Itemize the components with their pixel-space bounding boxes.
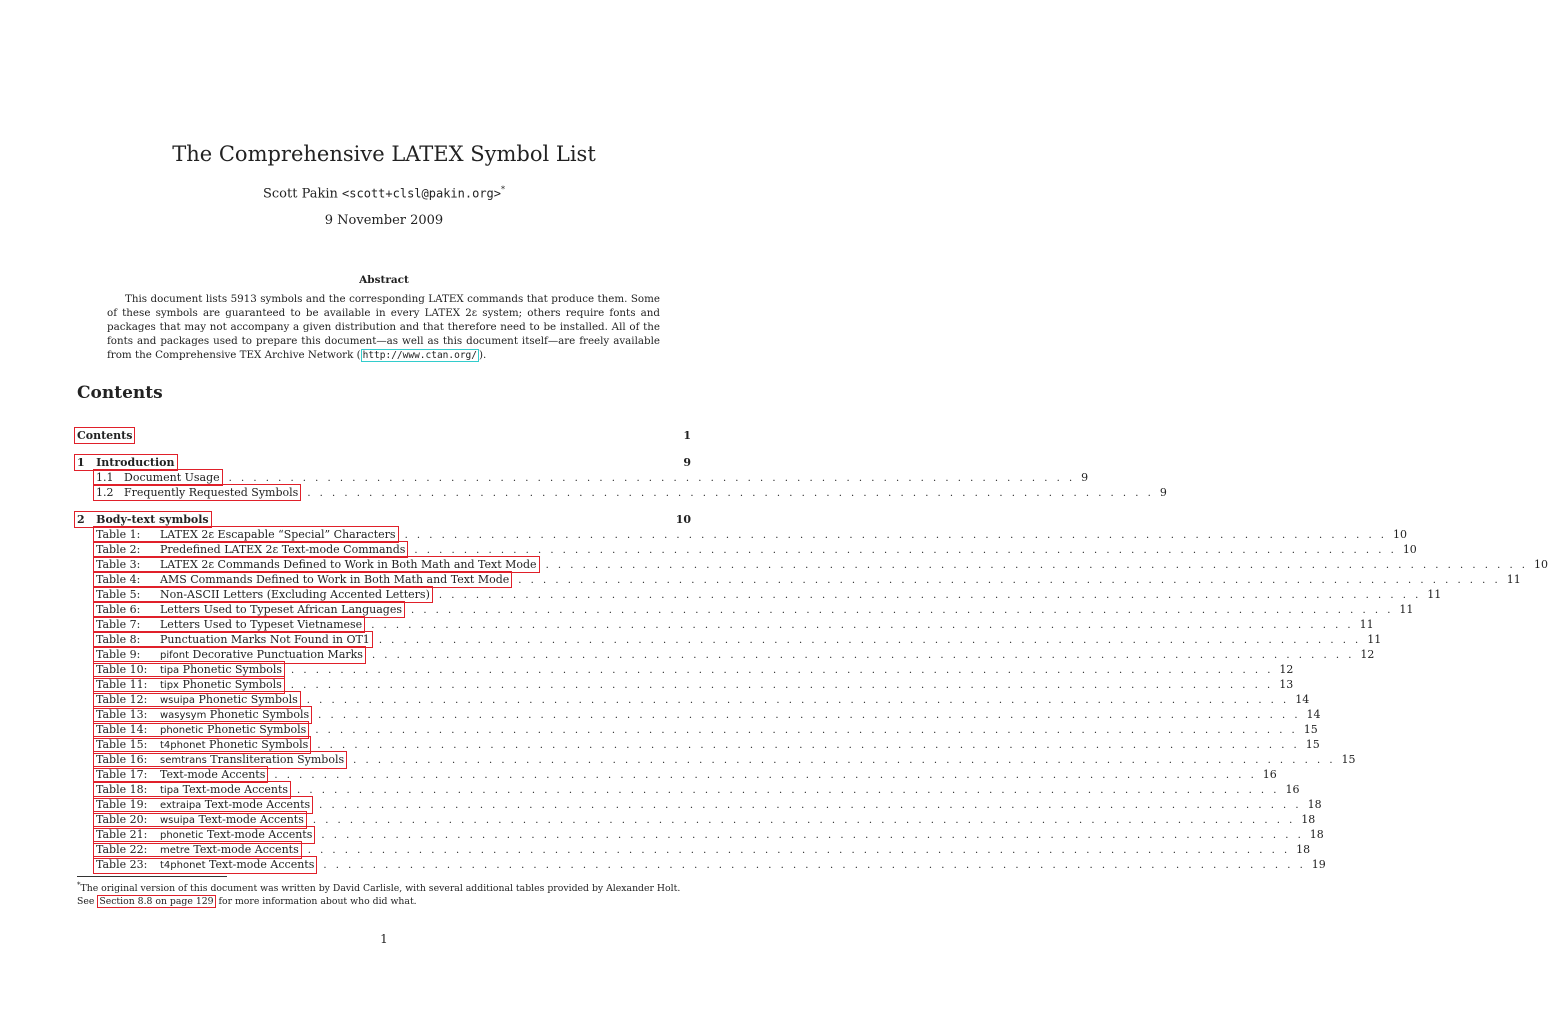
toc-page: 10 xyxy=(1533,558,1548,571)
author-email: <scott+clsl@pakin.org> xyxy=(342,186,501,201)
footnote-mark: * xyxy=(77,881,81,889)
footnote-rule xyxy=(77,876,227,877)
toc-table-label: Predefined LATEX 2ε Text-mode Commands xyxy=(160,543,406,556)
toc-leader: . . . . . . . . . . . . . . . . . . . . . . . . . . . . . . . . . . . . . . . . . . . . . . . . . . . . . . . . . . . . . . . . . . . . . . . . . . . . . . . . xyxy=(321,830,1304,841)
toc-table-num: Table 12: xyxy=(96,693,148,706)
toc-section-body-text-symbols[interactable] xyxy=(77,511,691,526)
toc-page: 12 xyxy=(1279,663,1294,676)
toc-leader: . . . . . . . . . . . . . . . . . . . . . . . . . . . . . . . . . . . . . . . . . . . . . . . . . . . . . . . . . . . . . . . . . . . . . . . . . . . . . . . . xyxy=(317,740,1300,751)
toc-table-label: Punctuation Marks Not Found in OT1 xyxy=(160,633,370,646)
toc-package-name: t4phonet xyxy=(160,860,206,871)
toc-page: 16 xyxy=(1285,783,1300,796)
toc-table-entry[interactable] xyxy=(96,826,1324,841)
toc-table-num: Table 18: xyxy=(96,783,148,796)
toc-table-label: Phonetic Symbols xyxy=(205,738,309,751)
toc-page: 15 xyxy=(1305,738,1320,751)
toc-page: 18 xyxy=(1309,828,1324,841)
toc-label: Frequently Requested Symbols xyxy=(124,486,299,499)
toc-link[interactable] xyxy=(93,856,317,874)
toc-table-num: Table 21: xyxy=(96,828,148,841)
toc-table-label: Text-mode Accents xyxy=(203,828,313,841)
toc-table-entry[interactable] xyxy=(96,586,1442,601)
toc-table-label: Letters Used to Typeset Vietnamese xyxy=(160,618,363,631)
toc-table-entry[interactable] xyxy=(96,661,1294,676)
toc-package-name: tipx xyxy=(160,680,179,691)
toc-table-entry[interactable] xyxy=(96,781,1300,796)
toc-table-num: Table 23: xyxy=(96,858,148,871)
toc-section-introduction[interactable] xyxy=(77,454,691,469)
toc-table-entry[interactable] xyxy=(96,526,1407,541)
toc-package-name: phonetic xyxy=(160,725,204,736)
toc-leader: . . . . . . . . . . . . . . . . . . . . . . . . . . . . . . . . . . . . . . . . . . . . . . . . . . . . . . . . . . . . . . . . . . . . . . . . . . . . . . . . xyxy=(306,695,1290,706)
toc-leader: . . . . . . . . . . . . . . . . . . . . . . . . . . . . . . . . . . . . . . . . . . . . . . . . . . . . . . . . . . . . . . . . . . . . . xyxy=(228,473,1076,484)
toc-table-label: LATEX 2ε Escapable “Special” Characters xyxy=(160,528,396,541)
author-name: Scott Pakin xyxy=(262,186,338,202)
document-title: The Comprehensive LATEX Symbol List xyxy=(172,142,596,166)
toc-num: 1.2 xyxy=(96,486,114,499)
toc-leader: . . . . . . . . . . . . . . . . . . . . . . . . . . . . . . . . . . . . . . . . . . . . . . . . . . . . . . . . . . . . . . . . . . . . . . . . . . . . . . . . xyxy=(315,725,1298,736)
toc-table-label: Letters Used to Typeset African Languages xyxy=(160,603,402,616)
toc-table-num: Table 7: xyxy=(96,618,141,631)
abstract-body xyxy=(107,292,660,363)
toc-subsection[interactable] xyxy=(96,469,1089,484)
toc-table-num: Table 14: xyxy=(96,723,148,736)
toc-leader: . . . . . . . . . . . . . . . . . . . . . . . . . . . . . . . . . . . . . . . . . . . . . . . . . . . . . . . . . . . . . . . . . . . . . . . . . . . . . . . . xyxy=(290,680,1274,691)
toc-page: 9 xyxy=(1081,471,1089,484)
footnote-text-tail: for more information about who did what. xyxy=(215,896,417,908)
toc-table-entry[interactable] xyxy=(96,571,1521,586)
toc-leader: . . . . . . . . . . . . . . . . . . . . . . . . . . . . . . . . . . . . . . . . . . . . . . . . . . . . . . . . . . . . . . . . . . . . . . . . . . . . . . . . xyxy=(378,635,1362,646)
toc-table-num: Table 17: xyxy=(96,768,148,781)
toc-page: 11 xyxy=(1427,588,1442,601)
toc-table-label: Phonetic Symbols xyxy=(179,663,282,676)
toc-leader: . . . . . . . . . . . . . . . . . . . . . . . . . . . . . . . . . . . . . . . . . . . . . . . . . . . . . . . . . . . . . . . . . . . . . . . . . . . . . . . . xyxy=(323,860,1306,871)
toc-table-entry[interactable] xyxy=(96,541,1417,556)
footnote xyxy=(77,879,691,908)
toc-page: 9 xyxy=(683,456,691,469)
toc-package-name: t4phonet xyxy=(160,740,206,751)
toc-table-num: Table 6: xyxy=(96,603,141,616)
toc-leader: . . . . . . . . . . . . . . . . . . . . . . . . . . . . . . . . . . . . . . . . . . . . . . . . . . . . . . . . . . . . . . . . . . . . . . . . . . . . . . . . xyxy=(404,530,1387,541)
toc-leader: . . . . . . . . . . . . . . . . . . . . . . . . . . . . . . . . . . . . . . . . . . . . . . . . . . . . . . . . . . . . . . . . . . . . . . . . . . . . . . . . xyxy=(312,815,1296,826)
toc-leader: . . . . . . . . . . . . . . . . . . . . . . . . . . . . . . . . . . . . . . . . . . . . . . . . . . . . . . . . . . . . . . . . . . . . . . . . . . . . . . . . xyxy=(319,800,1302,811)
toc-link[interactable]: Contents xyxy=(74,427,135,444)
toc-page: 11 xyxy=(1359,618,1374,631)
toc-table-num: Table 16: xyxy=(96,753,148,766)
abstract-heading: Abstract xyxy=(359,274,409,286)
toc-table-label: Text-mode Accents xyxy=(205,858,315,871)
toc-section-label: Introduction xyxy=(96,456,175,469)
toc-leader: . . . . . . . . . . . . . . . . . . . . . . . . . . . . . . . . . . . . . . . . . . . . . . . . . . . . . . . . . . . . . . . . . . . . . . . . . . . . . . . . xyxy=(371,650,1355,661)
toc-page: 10 xyxy=(675,513,691,526)
toc-leader: . . . . . . . . . . . . . . . . . . . . . . . . . . . . . . . . . . . . . . . . . . . . . . . . . . . . . . . . . . . . . . . . . . . . . . . . . . . . . . . . xyxy=(414,545,1397,556)
toc-table-num: Table 4: xyxy=(96,573,141,586)
toc-table-label: Phonetic Symbols xyxy=(206,708,310,721)
toc-page: 15 xyxy=(1303,723,1318,736)
toc-leader: . . . . . . . . . . . . . . . . . . . . . . . . . . . . . . . . . . . . . . . . . . . . . . . . . . . . . . . . . . . . . . . . . . . . . . . . . . . . . . . . xyxy=(318,710,1301,721)
toc-package-name: tipa xyxy=(160,785,180,796)
toc-table-num: Table 13: xyxy=(96,708,148,721)
toc-page: 15 xyxy=(1341,753,1356,766)
toc-table-entry[interactable] xyxy=(96,721,1318,736)
toc-leader: . . . . . . . . . . . . . . . . . . . . . . . . . . . . . . . . . . . . . . . . . . . . . . . . . . . . . . . . . . . . . . . . . . . . . . . . . . . . . . . . xyxy=(438,590,1422,601)
toc-table-entry[interactable] xyxy=(96,856,1326,871)
toc-section-label: Body-text symbols xyxy=(96,513,209,526)
toc-page: 18 xyxy=(1296,843,1311,856)
toc-page: 1 xyxy=(683,429,691,442)
toc-package-name: wasysym xyxy=(160,710,207,721)
toc-page: 10 xyxy=(1402,543,1417,556)
toc-table-label: Text-mode Accents xyxy=(179,783,289,796)
toc-table-label: Transliteration Symbols xyxy=(206,753,345,766)
toc-table-label: Decorative Punctuation Marks xyxy=(189,648,363,661)
toc-table-label: Phonetic Symbols xyxy=(178,678,282,691)
toc-entry-contents[interactable] xyxy=(77,427,691,442)
toc-package-name: tipa xyxy=(160,665,180,676)
abstract-tail: ). xyxy=(479,349,487,361)
toc-page: 11 xyxy=(1399,603,1414,616)
toc-table-entry[interactable] xyxy=(96,841,1311,856)
section-reference-link[interactable]: Section 8.8 on page 129 xyxy=(99,896,214,908)
toc-page: 14 xyxy=(1306,708,1321,721)
toc-table-entry[interactable] xyxy=(96,736,1320,751)
toc-page: 13 xyxy=(1279,678,1294,691)
toc-subsection[interactable] xyxy=(96,484,1167,499)
toc-table-label: Phonetic Symbols xyxy=(203,723,307,736)
toc-table-label: LATEX 2ε Commands Defined to Work in Both Math and Text Mode xyxy=(160,558,537,571)
toc-package-name: extraipa xyxy=(160,800,202,811)
author-footnote-mark[interactable]: * xyxy=(501,185,505,194)
toc-num: 1.1 xyxy=(96,471,114,484)
toc-table-num: Table 10: xyxy=(96,663,148,676)
toc-package-name: pifont xyxy=(160,650,190,661)
footnote-text: The original version of this document was written by David Carlisle, with several additional tables provided by Alexander Holt. See xyxy=(77,883,681,908)
toc-table-num: Table 11: xyxy=(96,678,148,691)
toc-table-num: Table 2: xyxy=(96,543,141,556)
toc-table-num: Table 1: xyxy=(96,528,141,541)
toc-section-num: 1 xyxy=(77,456,85,469)
toc-leader: . . . . . . . . . . . . . . . . . . . . . . . . . . . . . . . . . . . . . . . . . . . . . . . . . . . . . . . . . . . . . . . . . . . . . . . . . . . . . . . . xyxy=(545,560,1528,571)
toc-leader: . . . . . . . . . . . . . . . . . . . . . . . . . . . . . . . . . . . . . . . . . . . . . . . . . . . . . . . . . . . . . . . . . . . . . . . . . . . . . . . . xyxy=(291,665,1274,676)
toc-leader: . . . . . . . . . . . . . . . . . . . . . . . . . . . . . . . . . . . . . . . . . . . . . . . . . . . . . . . . . . . . . . . . . . . . . . . . . . . . . . . . xyxy=(518,575,1501,586)
toc-section-num: 2 xyxy=(77,513,85,526)
toc-leader: . . . . . . . . . . . . . . . . . . . . . . . . . . . . . . . . . . . . . . . . . . . . . . . . . . . . . . . . . . . . . . . . . . . . . . . . . . . . . . . . xyxy=(353,755,1336,766)
toc-page: 11 xyxy=(1506,573,1521,586)
toc-table-entry[interactable] xyxy=(96,796,1322,811)
toc-table-entry[interactable] xyxy=(96,631,1382,646)
toc-table-num: Table 5: xyxy=(96,588,141,601)
toc-table-num: Table 9: xyxy=(96,648,141,661)
toc-table-label: AMS Commands Defined to Work in Both Math and Text Mode xyxy=(160,573,510,586)
toc-table-label: Text-mode Accents xyxy=(194,813,304,826)
toc-table-label: Non-ASCII Letters (Excluding Accented Letters) xyxy=(160,588,430,601)
toc-package-name: metre xyxy=(160,845,190,856)
toc-package-name: wsuipa xyxy=(160,695,195,706)
toc-leader: . . . . . . . . . . . . . . . . . . . . . . . . . . . . . . . . . . . . . . . . . . . . . . . . . . . . . . . . . . . . . . . . . . . . . . . . . . . . . . . . xyxy=(297,785,1280,796)
toc-table-entry[interactable] xyxy=(96,811,1316,826)
toc-table-entry[interactable] xyxy=(96,676,1294,691)
toc-package-name: phonetic xyxy=(160,830,204,841)
toc-table-num: Table 19: xyxy=(96,798,148,811)
toc-page: 10 xyxy=(1392,528,1407,541)
ctan-url-link[interactable]: http://www.ctan.org/ xyxy=(362,350,477,361)
toc-table-num: Table 3: xyxy=(96,558,141,571)
toc-page: 18 xyxy=(1307,798,1322,811)
toc-leader: . . . . . . . . . . . . . . . . . . . . . . . . . . . . . . . . . . . . . . . . . . . . . . . . . . . . . . . . . . . . . . . . . . . . . . . . . . . . . . . . xyxy=(410,605,1394,616)
toc-table-label: Text-mode Accents xyxy=(160,768,266,781)
toc-table-entry[interactable] xyxy=(96,646,1375,661)
author-line xyxy=(0,185,768,201)
toc-table-label: Text-mode Accents xyxy=(189,843,299,856)
toc-page: 18 xyxy=(1301,813,1316,826)
toc-leader: . . . . . . . . . . . . . . . . . . . . . . . . . . . . . . . . . . . . . . . . . . . . . . . . . . . . . . . . . . . . . . . . . . . . . xyxy=(307,488,1154,499)
toc-page: 9 xyxy=(1159,486,1167,499)
abstract-text: This document lists 5913 symbols and the corresponding LATEX commands that produce them. Some of these symbols are guaranteed to be available in every LATEX 2ε system; others require fonts and packages that may not accompany a given distribution and that therefore need to be installed. All of the fonts and packages used to prepare this document—as well as this document itself—are freely available from the Comprehensive TEX Archive Network ( xyxy=(107,293,660,361)
toc-page: 11 xyxy=(1367,633,1382,646)
toc-page: 12 xyxy=(1360,648,1375,661)
toc-leader: . . . . . . . . . . . . . . . . . . . . . . . . . . . . . . . . . . . . . . . . . . . . . . . . . . . . . . . . . . . . . . . . . . . . . . . . . . . . . . . . xyxy=(274,770,1257,781)
toc-table-num: Table 20: xyxy=(96,813,148,826)
toc-table-num: Table 22: xyxy=(96,843,148,856)
toc-leader: . . . . . . . . . . . . . . . . . . . . . . . . . . . . . . . . . . . . . . . . . . . . . . . . . . . . . . . . . . . . . . . . . . . . . . . . . . . . . . . . xyxy=(371,620,1354,631)
toc-leader: . . . . . . . . . . . . . . . . . . . . . . . . . . . . . . . . . . . . . . . . . . . . . . . . . . . . . . . . . . . . . . . . . . . . . . . . . . . . . . . . xyxy=(307,845,1291,856)
toc-table-entry[interactable] xyxy=(96,766,1277,781)
toc-table-label: Phonetic Symbols xyxy=(194,693,298,706)
document-date: 9 November 2009 xyxy=(324,213,444,228)
contents-heading: Contents xyxy=(77,383,163,403)
toc-table-num: Table 15: xyxy=(96,738,148,751)
toc-table-num: Table 8: xyxy=(96,633,141,646)
toc-table-entry[interactable] xyxy=(96,706,1321,721)
toc-link[interactable] xyxy=(93,484,301,501)
toc-page: 16 xyxy=(1262,768,1277,781)
toc-page: 19 xyxy=(1311,858,1326,871)
toc-table-entry[interactable] xyxy=(96,556,1548,571)
toc-table-entry[interactable] xyxy=(96,751,1356,766)
toc-page: 14 xyxy=(1295,693,1310,706)
toc-package-name: semtrans xyxy=(160,755,207,766)
toc-table-entry[interactable] xyxy=(96,601,1414,616)
toc-table-entry[interactable] xyxy=(96,691,1310,706)
toc-table-entry[interactable] xyxy=(96,616,1374,631)
toc-package-name: wsuipa xyxy=(160,815,195,826)
page-number: 1 xyxy=(380,932,388,946)
toc-table-label: Text-mode Accents xyxy=(201,798,311,811)
toc-label: Document Usage xyxy=(124,471,220,484)
